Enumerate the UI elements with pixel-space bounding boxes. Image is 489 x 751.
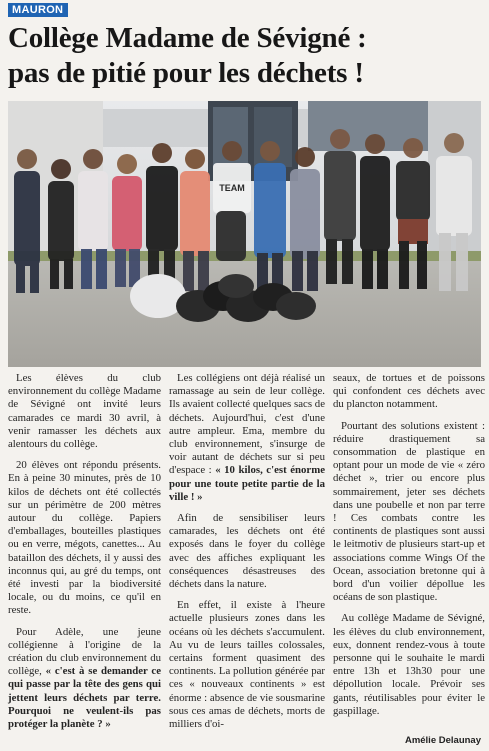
headline-line-1: Collège Madame de Sévigné :	[8, 22, 367, 54]
paragraph: Pourtant des solutions existent : réduire drastiquement sa consommation de plastique en optant pour un mode de vie « zéro déchet », trier ou encore plus sommairement, jeter ses déchets dans une poubelle et non par terre ! Ces combats contre les continents de plastiques sont aussi le leitmotiv de plusieurs start-up et associations comme Wings Of the Ocean, association bretonne qui à bord d'un voilier dépollue les océans de son plastique.	[333, 419, 485, 604]
paragraph: 20 élèves ont répondu présents. En à peine 30 minutes, près de 10 kilos de déchets ont été collectés sur un périmètre de 200 mètres autour du collège. Papiers d'emballages, bouteilles plastiques ou en verre, mégots, canettes... Au bataillon des déchets, il y aussi des inconnus qui, au gré du temps, ont été investi par la biodiversité locale, ou du moins, ce qu'il en reste.	[8, 459, 161, 617]
article-column-3	[333, 372, 485, 726]
quote-ema: « 10 kilos, c'est énorme pour une toute petite partie de la ville ! »	[169, 464, 325, 503]
group-photo	[8, 101, 481, 367]
quote-adele: « c'est à se demander ce qui passe par la tête des gens qui jettent leurs déchets par terre. Pourquoi ne veulent-ils pas protéger la planète ? »	[8, 665, 161, 731]
paragraph	[8, 626, 161, 732]
paragraph: seaux, de tortues et de poissons qui confondent ces déchets avec du plancton notamment.	[333, 372, 485, 411]
paragraph: En effet, il existe à l'heure actuelle plusieurs zones dans les océans où les déchets s'accumulent. Au vu de leurs tailles colossales, certains forment quasiment des continents. La pollution générée par ces « nouveaux continents » est énorme : absence de vie sousmarine sous ces amas de déchets, morts de milliers d'oi-	[169, 599, 325, 731]
author-byline: Amélie Delaunay	[404, 735, 481, 746]
headline-line-2: pas de pitié pour les déchets !	[8, 57, 364, 89]
article-column-2	[169, 372, 325, 739]
paragraph: Afin de sensibiliser leurs camarades, les déchets ont été exposés dans le foyer du collège avec des affiches expliquant les conséquences désastreuses des déchets dans la nature.	[169, 512, 325, 591]
section-kicker: MAURON	[8, 3, 68, 17]
photo-sign-text: TEAM	[219, 183, 245, 193]
paragraph: Au collège Madame de Sévigné, les élèves du club environnement, eux, donnent rendez-vous à toute personne qui le souhaite le mardi entre 13h et 13h30 pour une dépollution locale. Prévoir ses gants, réutilisables pour éviter le gaspillage.	[333, 612, 485, 717]
paragraph: Les élèves du club environnement du collège Madame de Sévigné ont invité leurs camarades ce mardi 30 avril, à venir ramasser les déchets aux alentours du collège.	[8, 372, 161, 451]
paragraph-text: Les collégiens ont déjà réalisé un ramassage au sein de leur collège. Ils avaient collecté quelques sacs de déchets. Aujourd'hui, c'est d'une autre ampleur. Ema, membre du club environnement, s'insurge de voir autant de déchets sur si peu d'espace :	[169, 372, 325, 477]
headline	[8, 21, 484, 91]
paragraph	[169, 372, 325, 504]
paragraph-text: Pour Adèle, une jeune collégienne à l'origine de la création du club environnement du collège,	[8, 625, 161, 678]
article-column-1	[8, 372, 161, 739]
